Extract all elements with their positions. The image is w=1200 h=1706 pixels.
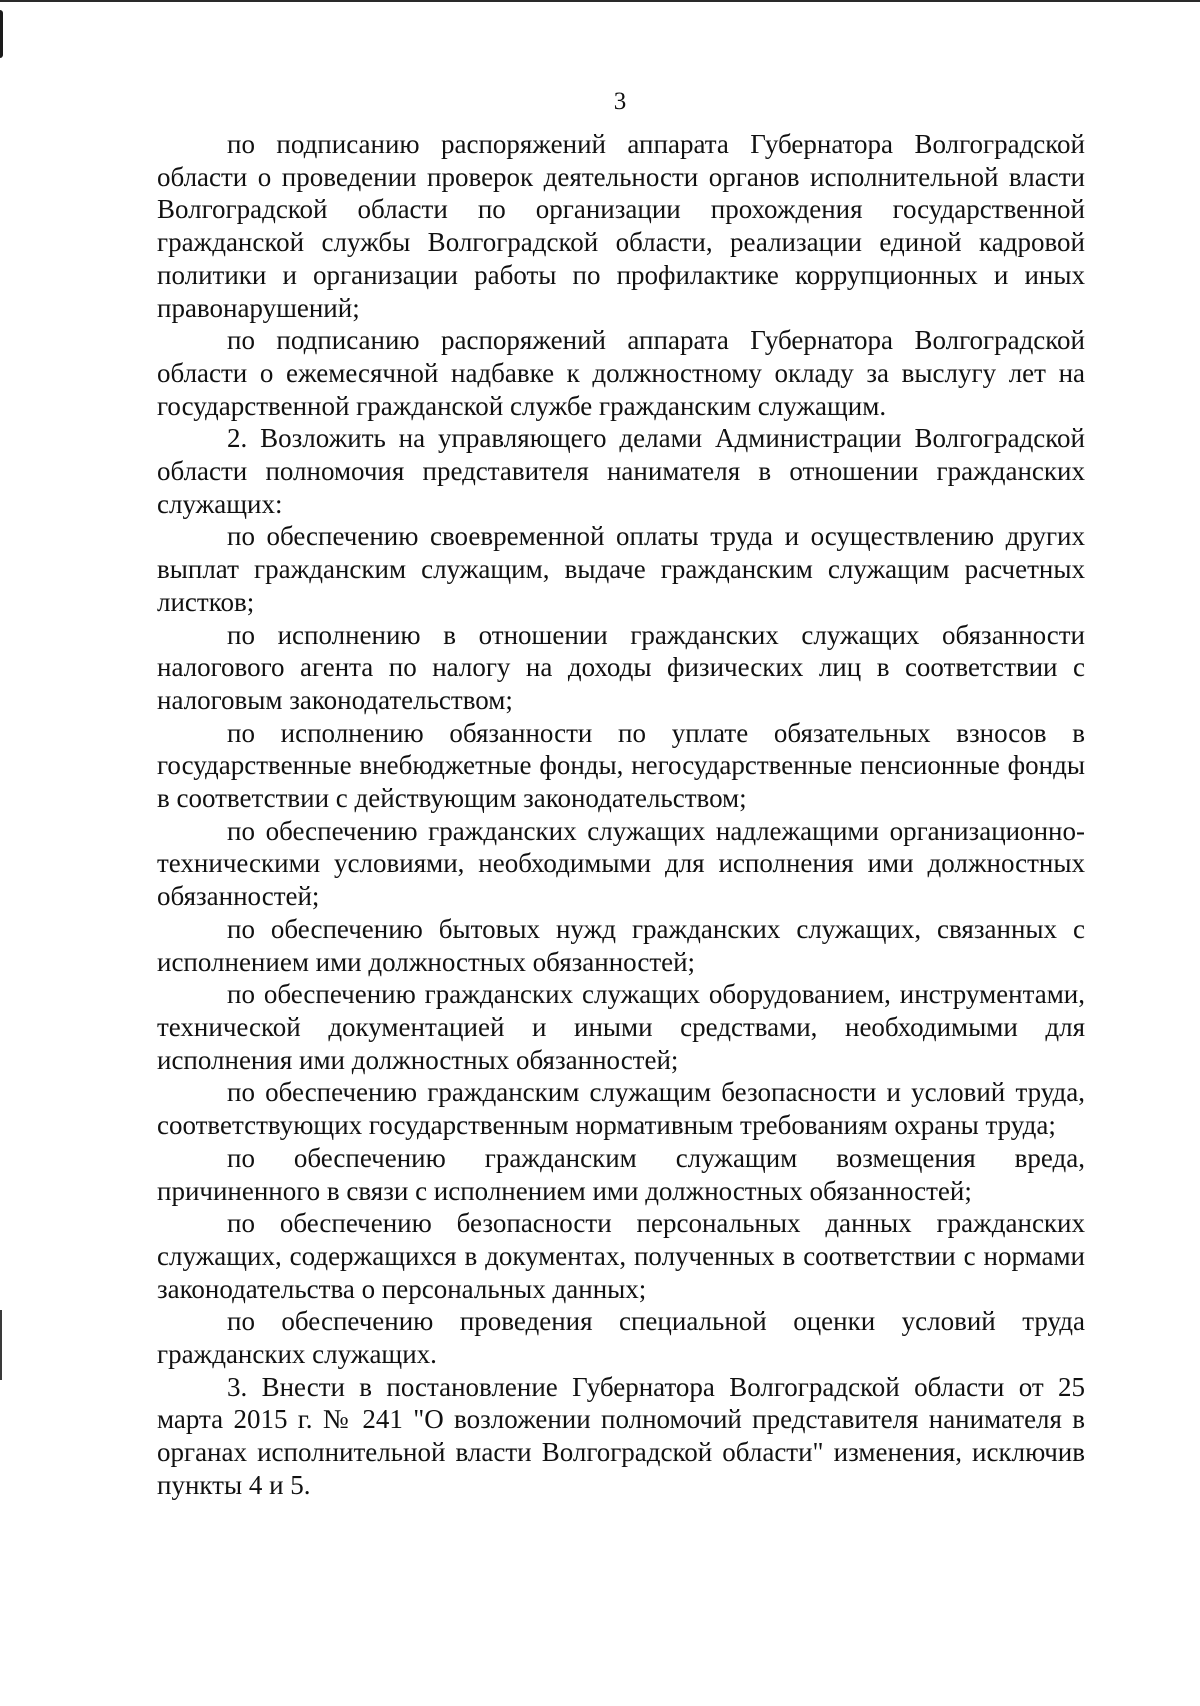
document-body (157, 128, 1085, 1502)
paragraph: по обеспечению бытовых нужд гражданских служащих, связанных с исполнением ими должностных обязанностей; (157, 913, 1085, 977)
paragraph: по обеспечению гражданских служащих надлежащими организационно-техническими условиями, необходимыми для исполнения ими должностных обязанностей; (157, 815, 1085, 912)
paragraph: по обеспечению гражданских служащих оборудованием, инструментами, технической документацией и иными средствами, необходимыми для исполнения ими должностных обязанностей; (157, 979, 1085, 1075)
scan-top-edge (0, 0, 1200, 2)
paragraph: по обеспечению своевременной оплаты труда и осуществлению других выплат гражданским служащим, выдаче гражданским служащим расчетных листков; (157, 521, 1085, 617)
paragraph: по обеспечению проведения специальной оценки условий труда гражданских служащих. (157, 1306, 1085, 1370)
scan-left-edge-mark-lower (0, 1310, 2, 1380)
paragraph: по подписанию распоряжений аппарата Губернатора Волгоградской области о проведении проверок деятельности органов исполнительной власти Волгоградской области по организации прохождения государственной гражданской службы Волгоградской области, реализации единой кадровой политики и организации работы по профилактике коррупционных и иных правонарушений; (157, 129, 1085, 323)
paragraph: 3. Внести в постановление Губернатора Волгоградской области от 25 марта 2015 г. № 241 "О возложении полномочий представителя нанимателя в органах исполнительной власти Волгоградской области" изменения, исключив пункты 4 и 5. (157, 1371, 1085, 1500)
scan-left-edge-mark (0, 10, 3, 58)
paragraph: по исполнению в отношении гражданских служащих обязанности налогового агента по налогу на доходы физических лиц в соответствии с налоговым законодательством; (157, 619, 1085, 715)
paragraph: 2. Возложить на управляющего делами Администрации Волгоградской области полномочия представителя нанимателя в отношении гражданских служащих: (157, 423, 1085, 519)
paragraph: по подписанию распоряжений аппарата Губернатора Волгоградской области о ежемесячной надбавке к должностному окладу за выслугу лет на государственной гражданской службе гражданским служащим. (157, 325, 1085, 421)
page-number: 3 (613, 88, 627, 115)
paragraph: по обеспечению гражданским служащим безопасности и условий труда, соответствующих государственным нормативным требованиям охраны труда; (157, 1077, 1085, 1141)
paragraph: по обеспечению безопасности персональных данных гражданских служащих, содержащихся в документах, полученных в соответствии с нормами законодательства о персональных данных; (157, 1208, 1085, 1304)
paragraph: по обеспечению гражданским служащим возмещения вреда, причиненного в связи с исполнением ими должностных обязанностей; (157, 1142, 1085, 1206)
paragraph: по исполнению обязанности по уплате обязательных взносов в государственные внебюджетные фонды, негосударственные пенсионные фонды в соответствии с действующим законодательством; (157, 717, 1085, 814)
